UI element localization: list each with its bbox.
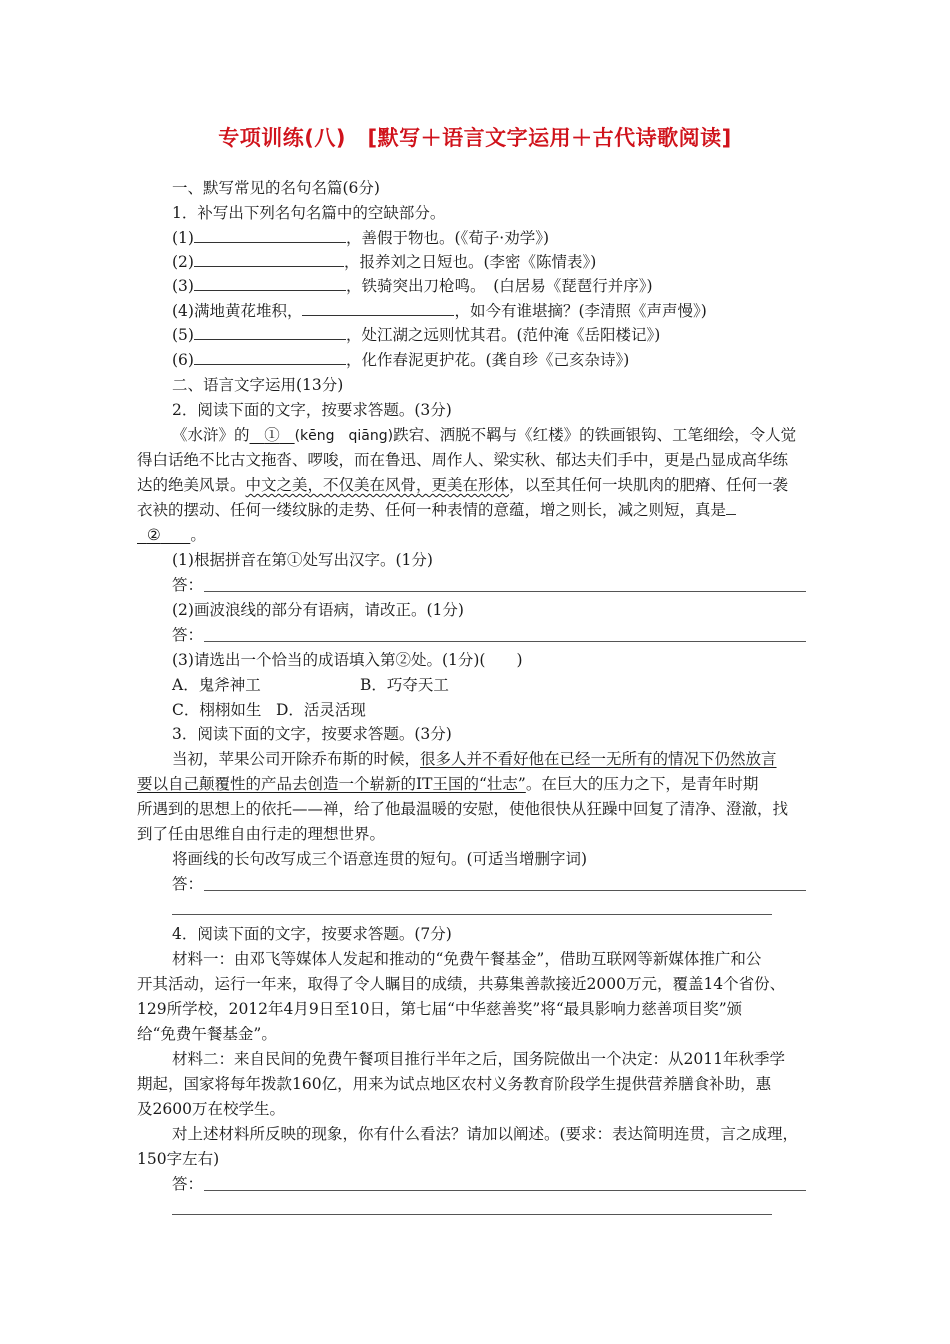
answer-label: 答： xyxy=(172,1175,204,1193)
question-3-intro: 3．阅读下面的文字，按要求答题。(3分) xyxy=(172,725,452,743)
fill-blank[interactable] xyxy=(194,226,346,243)
section-2-heading: 二、语言文字运用(13分) xyxy=(172,376,344,394)
q4-task: 150字左右) xyxy=(137,1150,220,1168)
material-1-line: 给“免费午餐基金”。 xyxy=(137,1025,277,1043)
option-d[interactable]: D．活灵活现 xyxy=(276,701,366,719)
answer-label: 答： xyxy=(172,576,204,594)
q2-sub-2: (2)画波浪线的部分有语病，请改正。(1分) xyxy=(172,601,464,619)
blank-1-marker[interactable]: ① xyxy=(264,426,280,444)
answer-label: 答： xyxy=(172,626,204,644)
fill-blank[interactable] xyxy=(302,299,454,316)
fill-blank[interactable] xyxy=(194,323,346,340)
q2-sub-1: (1)根据拼音在第①处写出汉字。(1分) xyxy=(172,551,433,569)
answer-line[interactable] xyxy=(172,914,772,915)
q3-passage-line: 到了任由思维自由行走的理想世界。 xyxy=(137,825,386,843)
underlined-long-sentence: 要以自己颠覆性的产品去创造一个崭新的IT王国的“壮志” xyxy=(137,775,526,793)
q2-sub-3: (3)请选出一个恰当的成语填入第②处。(1分)( ) xyxy=(172,651,523,669)
material-2-line: 及2600万在校学生。 xyxy=(137,1100,285,1118)
fill-blank[interactable] xyxy=(194,274,346,291)
fill-item-5: (5) ，处江湖之远则忧其君。(范仲淹《岳阳楼记》) xyxy=(172,323,660,347)
section-1-heading: 一、默写常见的名句名篇(6分) xyxy=(172,179,380,197)
question-2-intro: 2．阅读下面的文字，按要求答题。(3分) xyxy=(172,401,452,419)
answer-line[interactable] xyxy=(204,1190,806,1191)
material-1-line: 材料一：由邓飞等媒体人发起和推动的“免费午餐基金”，借助互联网等新媒体推广和公 xyxy=(172,950,762,968)
q3-passage-line: 当初，苹果公司开除乔布斯的时候，很多人并不看好他在已经一无所有的情况下仍然放言 xyxy=(172,750,777,768)
q2-passage-line: 达的绝美风景。中文之美，不仅美在风骨，更美在形体，以至其任何一块肌肉的肥瘠、任何一袭 xyxy=(137,476,789,494)
answer-line[interactable] xyxy=(204,591,806,592)
material-2-line: 材料二：来自民间的免费午餐项目推行半年之后，国务院做出一个决定：从2011年秋季学 xyxy=(172,1050,785,1068)
fill-item-1: (1) ，善假于物也。(《荀子·劝学》) xyxy=(172,226,549,250)
question-1-intro: 1．补写出下列名句名篇中的空缺部分。 xyxy=(172,204,446,222)
q2-passage-line: 《水浒》的 ① (kēng qiāng)跌宕、洒脱不羁与《红楼》的铁画银钩、工笔细绘，令人觉 xyxy=(172,426,797,444)
option-a[interactable]: A．鬼斧神工 xyxy=(172,676,261,694)
underlined-long-sentence: 很多人并不看好他在已经一无所有的情况下仍然放言 xyxy=(420,750,777,768)
option-b[interactable]: B．巧夺天工 xyxy=(360,676,449,694)
material-1-line: 开其活动，运行一年来，取得了令人瞩目的成绩，共募集善款接近2000万元，覆盖14个省份、 xyxy=(137,975,786,993)
q2-passage-line: 衣袂的摆动、任何一缕纹脉的走势、任何一种表情的意蕴，增之则长，减之则短，真是 xyxy=(137,498,736,522)
q2-passage-line: 得白话绝不比古文拖沓、啰唆，而在鲁迅、周作人、梁实秋、郁达夫们手中，更是凸显成高华练 xyxy=(137,451,789,469)
q3-passage-line: 所遇到的思想上的依托——禅，给了他最温暖的安慰，使他很快从狂躁中回复了清净、澄澈，找 xyxy=(137,800,789,818)
material-1-line: 129所学校，2012年4月9日至10日，第七届“中华慈善奖”将“最具影响力慈善项目奖”颁 xyxy=(137,1000,743,1018)
q3-task: 将画线的长句改写成三个语意连贯的短句。(可适当增删字词) xyxy=(172,850,588,868)
answer-line[interactable] xyxy=(204,641,806,642)
q4-task: 对上述材料所反映的现象，你有什么看法？请加以阐述。(要求：表达简明连贯，言之成理， xyxy=(172,1125,799,1143)
fill-item-6: (6) ，化作春泥更护花。(龚自珍《己亥杂诗》) xyxy=(172,348,629,372)
answer-line[interactable] xyxy=(204,890,806,891)
fill-blank[interactable] xyxy=(194,250,344,267)
q2-passage-line: ② 。 xyxy=(137,523,206,547)
fill-item-3: (3) ，铁骑突出刀枪鸣。 (白居易《琵琶行并序》) xyxy=(172,274,653,298)
wavy-underlined-sentence: 中文之美，不仅美在风骨，更美在形体 xyxy=(245,476,510,494)
fill-item-4: (4)满地黄花堆积， ，如今有谁堪摘？(李清照《声声慢》) xyxy=(172,299,707,323)
material-2-line: 期起，国家将每年拨款160亿，用来为试点地区农村义务教育阶段学生提供营养膳食补助，惠 xyxy=(137,1075,772,1093)
answer-label: 答： xyxy=(172,875,204,893)
fill-blank[interactable] xyxy=(194,348,346,365)
question-4-intro: 4．阅读下面的文字，按要求答题。(7分) xyxy=(172,925,452,943)
blank-2-marker[interactable]: ② xyxy=(146,526,161,544)
q3-passage-line: 要以自己颠覆性的产品去创造一个崭新的IT王国的“壮志”。在巨大的压力之下，是青年时期 xyxy=(137,775,759,793)
option-c[interactable]: C．栩栩如生 xyxy=(172,701,262,719)
page-title: 专项训练(八) [默写＋语言文字运用＋古代诗歌阅读] xyxy=(218,126,732,150)
answer-line[interactable] xyxy=(172,1214,772,1215)
fill-item-2: (2) ，报养刘之日短也。(李密《陈情表》) xyxy=(172,250,596,274)
